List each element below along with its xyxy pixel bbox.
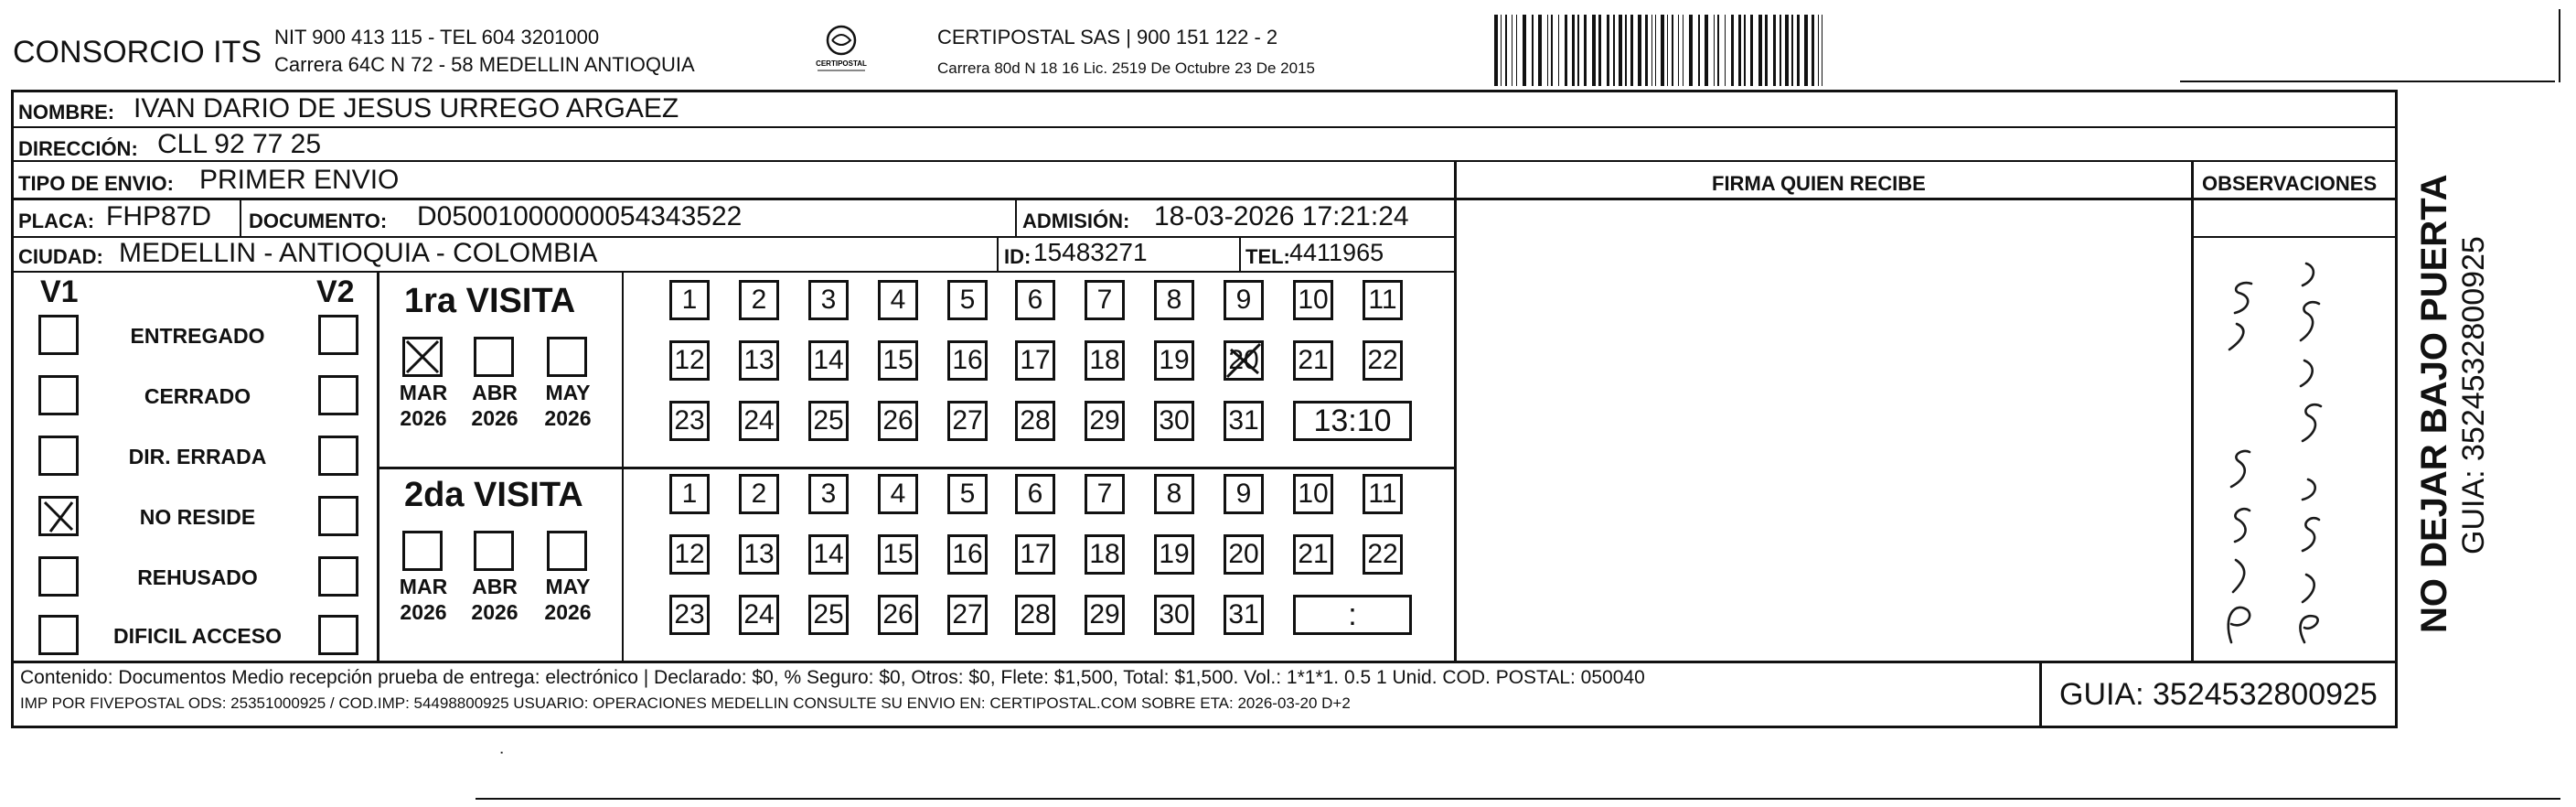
v1-label: V1 <box>40 274 79 309</box>
day-box[interactable]: 29 <box>1085 595 1125 635</box>
status-label: CERRADO <box>144 384 251 408</box>
day-box[interactable]: 23 <box>669 595 710 635</box>
day-box[interactable]: 26 <box>878 401 918 441</box>
year-label: 2026 <box>400 406 447 430</box>
v2-checkbox[interactable] <box>318 315 358 355</box>
barcode-bar <box>1678 15 1679 86</box>
barcode-bar <box>1698 15 1700 86</box>
day-box[interactable]: 2 <box>739 280 779 320</box>
tipo-label: TIPO DE ENVIO: <box>18 172 174 195</box>
month-label: ABR <box>472 381 518 404</box>
id-value: 15483271 <box>1033 238 1148 266</box>
barcode-bar <box>1672 15 1673 86</box>
month-checkbox[interactable] <box>474 531 514 571</box>
day-box[interactable]: 11 <box>1363 280 1403 320</box>
day-box[interactable]: 7 <box>1085 474 1125 514</box>
company-name: CONSORCIO ITS <box>13 35 262 70</box>
barcode-bar <box>1645 15 1648 86</box>
barcode-bar <box>1804 15 1808 86</box>
year-label: 2026 <box>544 600 592 624</box>
svg-text:CERTIPOSTAL: CERTIPOSTAL <box>816 59 867 68</box>
day-box[interactable]: 11 <box>1363 474 1403 514</box>
day-box[interactable]: 1 <box>669 474 710 514</box>
barcode-bar <box>1516 15 1517 86</box>
barcode-bar <box>1717 15 1719 86</box>
day-box[interactable]: 8 <box>1154 474 1194 514</box>
day-box[interactable]: 5 <box>947 474 988 514</box>
day-box[interactable]: 3 <box>808 280 849 320</box>
day-box[interactable]: 29 <box>1085 401 1125 441</box>
nombre-value: IVAN DARIO DE JESUS URREGO ARGAEZ <box>134 93 679 124</box>
visita2-title: 2da VISITA <box>404 476 583 514</box>
day-box[interactable]: 9 <box>1224 280 1264 320</box>
day-box[interactable]: 6 <box>1015 474 1055 514</box>
v2-checkbox[interactable] <box>318 556 358 597</box>
company-address: Carrera 64C N 72 - 58 MEDELLIN ANTIOQUIA <box>274 53 695 76</box>
barcode-bar <box>1758 15 1762 86</box>
day-box[interactable]: 22 <box>1363 340 1403 381</box>
barcode-bar <box>1538 15 1542 86</box>
month-checkbox[interactable] <box>474 337 514 377</box>
day-box[interactable]: 7 <box>1085 280 1125 320</box>
day-box[interactable]: 4 <box>878 280 918 320</box>
edge-rule <box>2559 9 2560 82</box>
status-label: REHUSADO <box>137 565 258 589</box>
year-label: 2026 <box>544 406 592 430</box>
v1-checkbox[interactable] <box>38 615 79 655</box>
barcode-bar <box>1625 15 1627 86</box>
month-checkbox[interactable] <box>402 337 443 377</box>
barcode-bar <box>1689 15 1693 86</box>
day-box[interactable]: 30 <box>1154 595 1194 635</box>
barcode-bar <box>1551 15 1553 86</box>
year-label: 2026 <box>400 600 447 624</box>
barcode-bar <box>1638 15 1641 86</box>
day-box[interactable]: 17 <box>1015 340 1055 381</box>
barcode-bar <box>1651 15 1652 86</box>
certipostal-logo <box>805 24 878 75</box>
footer-line2: IMP POR FIVEPOSTAL ODS: 25351000925 / COD.IMP: 54498800925 USUARIO: OPERACIONES MEDELLIN CONSULTE SU ENVIO EN: CERTIPOSTAL.COM SOBRE ETA: 2026-03-20 D+2 <box>20 694 1351 712</box>
day-box[interactable]: 16 <box>947 340 988 381</box>
v1-checkbox[interactable] <box>38 436 79 476</box>
day-box[interactable]: 10 <box>1293 280 1333 320</box>
day-box[interactable]: 27 <box>947 595 988 635</box>
ciudad-label: CIUDAD: <box>18 245 103 268</box>
barcode <box>1492 15 2180 86</box>
nombre-label: NOMBRE: <box>18 101 115 124</box>
v2-label: V2 <box>316 274 355 309</box>
day-box[interactable]: 19 <box>1154 534 1194 575</box>
day-box[interactable]: 24 <box>739 401 779 441</box>
day-box[interactable]: 12 <box>669 340 710 381</box>
month-label: MAY <box>545 381 591 404</box>
day-box[interactable]: 26 <box>878 595 918 635</box>
v1-checkbox[interactable] <box>38 375 79 415</box>
barcode-bar <box>1501 15 1502 86</box>
barcode-bar <box>1738 15 1741 86</box>
day-box[interactable]: 13 <box>739 534 779 575</box>
placa-value: FHP87D <box>106 201 212 231</box>
status-label: DIFICIL ACCESO <box>112 624 282 648</box>
carrier-license: Carrera 80d N 18 16 Lic. 2519 De Octubre 23 De 2015 <box>937 59 1315 77</box>
documento-value: D05001000000054343522 <box>417 201 743 231</box>
stray-mark: ˙ <box>499 748 507 771</box>
month-checkbox[interactable] <box>402 531 443 571</box>
day-box[interactable]: 22 <box>1363 534 1403 575</box>
barcode-bar <box>1714 15 1715 86</box>
footer-line1: Contenido: Documentos Medio recepción prueba de entrega: electrónico | Declarado: $0, % Seguro: $0, Otros: $0, Flete: $1,500, Total: $1,500. Vol.: 1*1*1. 0.5 1 Unid. COD. POSTAL: 050040 <box>20 667 1645 688</box>
v2-checkbox[interactable] <box>318 436 358 476</box>
day-box[interactable]: 9 <box>1224 474 1264 514</box>
observaciones-handwriting <box>2195 240 2396 659</box>
barcode-bar <box>1523 15 1526 86</box>
admision-label: ADMISIÓN: <box>1022 210 1130 232</box>
barcode-bar <box>1584 15 1587 86</box>
day-box[interactable]: 8 <box>1154 280 1194 320</box>
barcode-bar <box>1532 15 1534 86</box>
month-label: MAR <box>399 381 448 404</box>
day-box[interactable]: 18 <box>1085 340 1125 381</box>
v1-checkbox[interactable] <box>38 556 79 597</box>
month-label: MAY <box>545 575 591 598</box>
v1-checkbox[interactable] <box>38 315 79 355</box>
month-checkbox[interactable] <box>547 337 587 377</box>
day-box[interactable]: 6 <box>1015 280 1055 320</box>
placa-label: PLACA: <box>18 210 95 232</box>
barcode-bar <box>1577 15 1579 86</box>
id-label: ID: <box>1004 245 1031 268</box>
day-box[interactable]: 15 <box>878 534 918 575</box>
barcode-bar <box>1592 15 1596 86</box>
day-box[interactable]: 25 <box>808 401 849 441</box>
status-label: ENTREGADO <box>130 324 265 348</box>
barcode-bar <box>1818 15 1819 86</box>
time-box[interactable]: 13:10 <box>1293 401 1412 441</box>
day-box[interactable]: 14 <box>808 534 849 575</box>
barcode-bar <box>1619 15 1622 86</box>
day-box[interactable]: 31 <box>1224 401 1264 441</box>
side-guia: GUIA: 3524532800925 <box>2456 236 2491 554</box>
barcode-bar <box>1705 15 1708 86</box>
day-box[interactable]: 21 <box>1293 340 1333 381</box>
barcode-bar <box>1812 15 1814 86</box>
barcode-bar <box>1667 15 1668 86</box>
barcode-bar <box>1655 15 1656 86</box>
v2-checkbox[interactable] <box>318 496 358 536</box>
day-box[interactable]: 31 <box>1224 595 1264 635</box>
barcode-bar <box>1565 15 1567 86</box>
day-box[interactable]: 2 <box>739 474 779 514</box>
barcode-bar <box>1780 15 1781 86</box>
tel-label: TEL: <box>1245 245 1290 268</box>
day-box[interactable]: 4 <box>878 474 918 514</box>
observaciones-label: OBSERVACIONES <box>2202 172 2378 195</box>
month-label: ABR <box>472 575 518 598</box>
day-box[interactable]: 24 <box>739 595 779 635</box>
barcode-bar <box>1744 15 1746 86</box>
direccion-value: CLL 92 77 25 <box>157 129 322 159</box>
barcode-bar <box>1765 15 1768 86</box>
day-box[interactable]: 15 <box>878 340 918 381</box>
day-box[interactable]: 1 <box>669 280 710 320</box>
day-box[interactable]: 5 <box>947 280 988 320</box>
day-box[interactable]: 27 <box>947 401 988 441</box>
day-box[interactable]: 10 <box>1293 474 1333 514</box>
admision-value: 18-03-2026 17:21:24 <box>1154 201 1409 231</box>
day-box[interactable]: 17 <box>1015 534 1055 575</box>
barcode-bar <box>1785 15 1789 86</box>
day-box[interactable]: 20 <box>1224 340 1264 381</box>
time-box[interactable]: : <box>1293 595 1412 635</box>
bottom-rule <box>476 798 2560 800</box>
year-label: 2026 <box>471 600 518 624</box>
footer-guia: GUIA: 3524532800925 <box>2059 677 2378 712</box>
barcode-bar <box>1613 15 1615 86</box>
barcode-bar <box>1598 15 1601 86</box>
v1-checkbox[interactable] <box>38 496 79 536</box>
documento-label: DOCUMENTO: <box>249 210 388 232</box>
barcode-bar <box>1750 15 1753 86</box>
ciudad-value: MEDELLIN - ANTIOQUIA - COLOMBIA <box>119 238 598 268</box>
barcode-bar <box>1725 15 1726 86</box>
barcode-rule <box>2180 81 2555 82</box>
day-box[interactable]: 19 <box>1154 340 1194 381</box>
day-box[interactable]: 25 <box>808 595 849 635</box>
barcode-bar <box>1607 15 1609 86</box>
day-box[interactable]: 16 <box>947 534 988 575</box>
day-box[interactable]: 14 <box>808 340 849 381</box>
company-nit: NIT 900 413 115 - TEL 604 3201000 <box>274 26 600 48</box>
carrier-name: CERTIPOSTAL SAS | 900 151 122 - 2 <box>937 26 1278 48</box>
barcode-bar <box>1773 15 1776 86</box>
day-box[interactable]: 28 <box>1015 595 1055 635</box>
day-box[interactable]: 23 <box>669 401 710 441</box>
v2-checkbox[interactable] <box>318 615 358 655</box>
direccion-label: DIRECCIÓN: <box>18 137 138 160</box>
barcode-bar <box>1661 15 1664 86</box>
day-box[interactable]: 3 <box>808 474 849 514</box>
day-box[interactable]: 30 <box>1154 401 1194 441</box>
barcode-bar <box>1630 15 1633 86</box>
year-label: 2026 <box>471 406 518 430</box>
status-label: NO RESIDE <box>139 505 256 529</box>
day-box[interactable]: 12 <box>669 534 710 575</box>
day-box[interactable]: 13 <box>739 340 779 381</box>
barcode-bar <box>1558 15 1559 86</box>
barcode-bar <box>1572 15 1575 86</box>
barcode-bar <box>1797 15 1800 86</box>
month-checkbox[interactable] <box>547 531 587 571</box>
barcode-bar <box>1731 15 1734 86</box>
barcode-bar <box>1494 15 1498 86</box>
barcode-bar <box>1791 15 1793 86</box>
day-box[interactable]: 18 <box>1085 534 1125 575</box>
day-box[interactable]: 21 <box>1293 534 1333 575</box>
v2-checkbox[interactable] <box>318 375 358 415</box>
status-label: DIR. ERRADA <box>128 445 267 468</box>
no-dejar-bajo-puerta: NO DEJAR BAJO PUERTA <box>2414 174 2454 633</box>
day-box[interactable]: 28 <box>1015 401 1055 441</box>
visita1-title: 1ra VISITA <box>404 282 576 320</box>
firma-label: FIRMA QUIEN RECIBE <box>1712 172 1926 195</box>
barcode-bar <box>1547 15 1548 86</box>
tipo-value: PRIMER ENVIO <box>199 165 400 195</box>
tel-value: 4411965 <box>1289 239 1384 266</box>
barcode-bar <box>1505 15 1507 86</box>
month-label: MAR <box>399 575 448 598</box>
day-box[interactable]: 20 <box>1224 534 1264 575</box>
